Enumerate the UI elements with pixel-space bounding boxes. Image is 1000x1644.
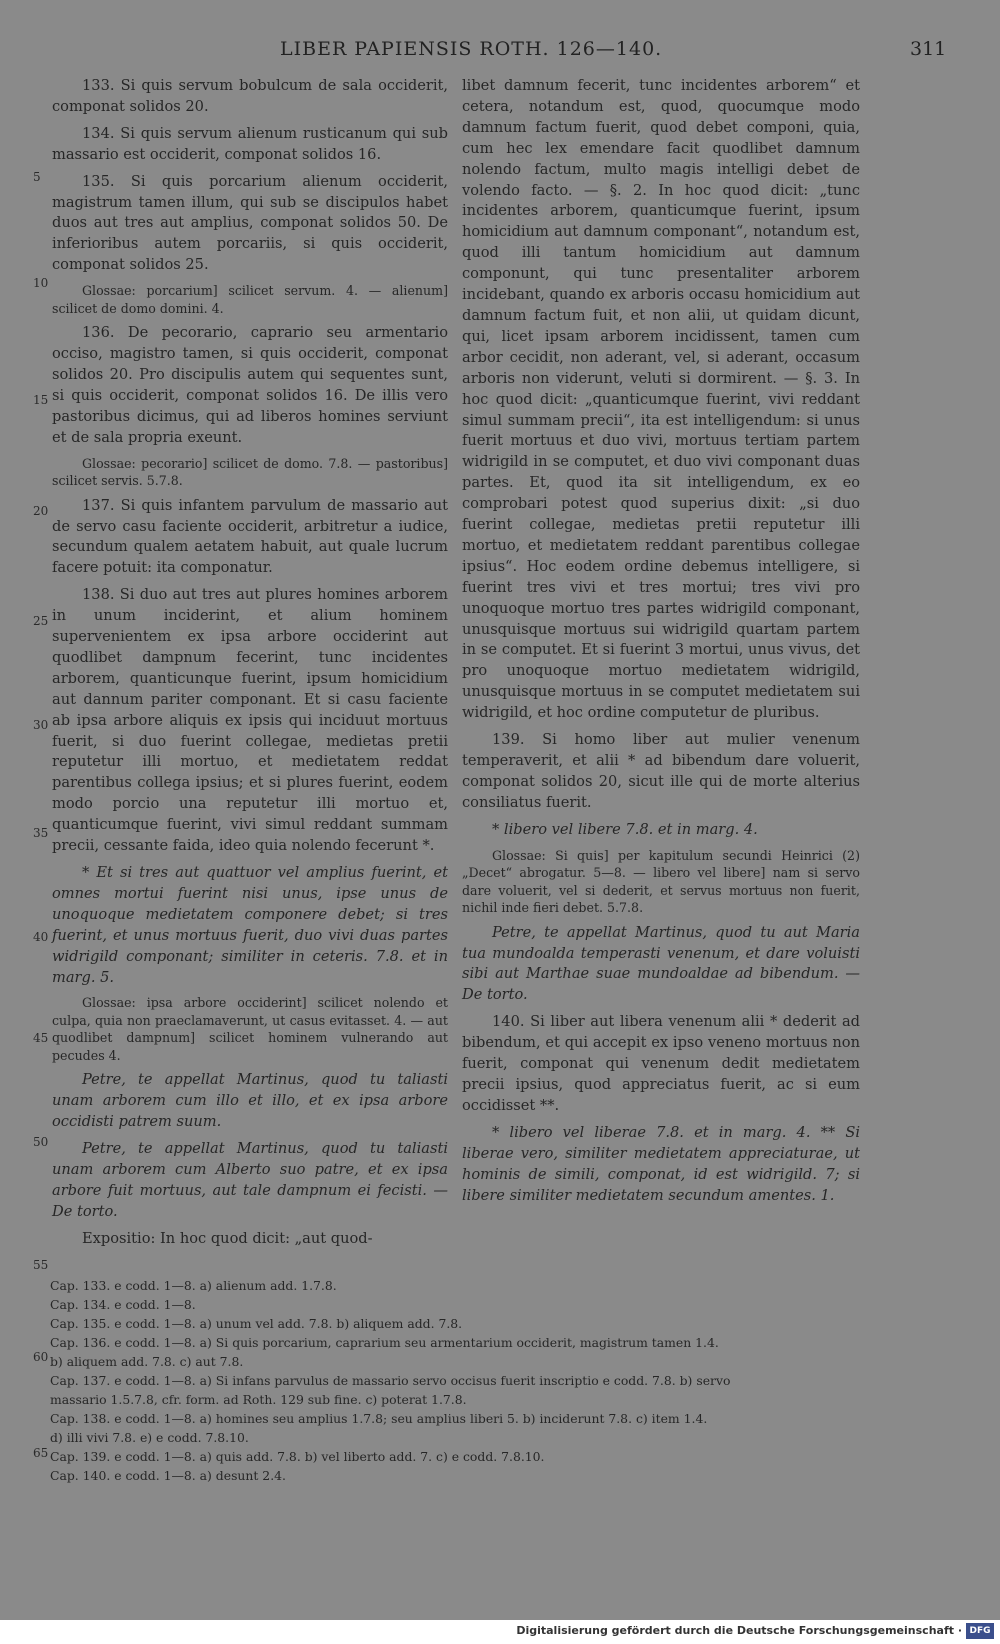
footer-bar [0,1620,1000,1644]
left-paragraph: 135. Si quis porcarium alienum occiderit, magistrum tamen illum, qui sub se discipulos habet duos aut tres aut amplius, componat solidos 50. De inferioribus autem porcariis, si quis occiderit, componat solidos 25. [52,172,448,274]
left-paragraph: Glossae: porcarium] scilicet servum. 4. — alienum] scilicet de domo domini. 4. [52,283,448,316]
line-number: 60 [33,1350,49,1364]
apparatus-line: massario 1.5.7.8, cfr. form. ad Roth. 129 sub fine. c) poterat 1.7.8. [50,1392,467,1407]
apparatus-line: Cap. 134. e codd. 1—8. [50,1297,196,1312]
line-number: 5 [33,170,41,184]
line-number: 40 [33,930,49,944]
line-number: 25 [33,614,49,628]
right-paragraph: Petre, te appellat Martinus, quod tu aut Maria tua mundoalda temperasti venenum, et dare voluisti sibi aut Marthae suae mundoaldae ad bibendum. — De torto. [462,923,860,1004]
line-number: 10 [33,276,49,290]
dfg-logo: DFG [966,1623,994,1639]
apparatus-line: Cap. 137. e codd. 1—8. a) Si infans parvulus de massario servo occisus fuerit inscriptio e codd. 7.8. b) servo [50,1373,731,1388]
line-number: 15 [33,393,49,407]
left-column [52,76,448,1256]
left-paragraph: Glossae: ipsa arbore occiderint] scilicet nolendo et culpa, quia non praeclamaverunt, ut casus evitasset. 4. — aut quodlibet dampnum] scilicet hominem vulnerando aut pecudes 4. [52,995,448,1063]
apparatus-line: Cap. 138. e codd. 1—8. a) homines seu amplius 1.7.8; seu amplius liberi 5. b) inciderunt 7.8. c) item 1.4. [50,1411,708,1426]
line-number: 20 [33,504,49,518]
right-column [462,76,860,1212]
line-number: 30 [33,718,49,732]
line-number: 55 [33,1258,49,1272]
right-paragraph: 140. Si liber aut libera venenum alii * dederit ad bibendum, et qui accepit ex ipso veneno mortuus non fuerit, componat qui venenum dedit medietatem precii ipsius, quod appreciatus fuerit, ac si eum occidisset **. [462,1013,860,1114]
left-paragraph: 137. Si quis infantem parvulum de massario aut de servo casu faciente occiderit, arbitretur a iudice, secundum qualem aetatem habuit, aut quale lucrum facere potuit: ita componatur. [52,496,448,577]
left-paragraph: 133. Si quis servum bobulcum de sala occiderit, componat solidos 20. [52,77,448,115]
line-number: 35 [33,826,49,840]
left-paragraph: Glossae: pecorario] scilicet de domo. 7.8. — pastoribus] scilicet servis. 5.7.8. [52,455,448,489]
left-paragraph: 134. Si quis servum alienum rusticanum qui sub massario est occiderit, componat solidos 16. [52,124,448,163]
apparatus-line: Cap. 133. e codd. 1—8. a) alienum add. 1.7.8. [50,1278,337,1293]
left-paragraph: Petre, te appellat Martinus, quod tu taliasti unam arborem cum illo et illo, et ex ipsa arbore occidisti patrem suum. [52,1071,448,1131]
left-paragraph: Expositio: In hoc quod dicit: „aut quod- [82,1229,373,1247]
line-number: 50 [33,1135,49,1149]
right-paragraph: 139. Si homo liber aut mulier venenum temperaverit, et alii * ad bibendum dare voluerit, componat solidos 20, sicut ille qui de morte alterius consiliatus fuerit. [462,731,860,811]
left-paragraph: Petre, te appellat Martinus, quod tu taliasti unam arborem cum Alberto suo patre, et ex ipsa arbore fuit mortuus, aut tale dampnum ei fecisti. — De torto. [52,1140,448,1220]
apparatus-line: b) aliquem add. 7.8. c) aut 7.8. [50,1354,244,1369]
line-number: 45 [33,1031,49,1045]
critical-apparatus [50,1276,880,1485]
left-paragraph: 136. De pecorario, caprario seu armentario occiso, magistro tamen, si quis occiderit, componat solidos 20. Pro discipulis autem qui sequentes sunt, si quis occiderit, componat solidos 16. De illis vero pastoribus dicimus, qui ad liberos homines serviunt et de sala propria exeunt. [52,324,448,446]
apparatus-line: Cap. 135. e codd. 1—8. a) unum vel add. 7.8. b) aliquem add. 7.8. [50,1316,463,1331]
right-paragraph: Glossae: Si quis] per kapitulum secundi Heinrici (2) „Decet“ abrogatur. 5—8. — libero vel libere] nam si servo dare voluerit, vel si dederit, et servus mortuus non fuerit, nichil inde fieri debet. 5.7.8. [462,847,860,916]
apparatus-line: Cap. 139. e codd. 1—8. a) quis add. 7.8. b) vel liberto add. 7. c) e codd. 7.8.10. [50,1449,545,1464]
left-paragraph: * Et si tres aut quattuor vel amplius fuerint, et omnes mortui fuerint nisi unus, ipse unus de unoquoque medietatem componere debet; si tres fuerint, et unus mortuus fuerit, duo vivi duas partes widrigild componant; similiter in ceteris. 7.8. et in marg. 5. [52,864,448,986]
apparatus-line: Cap. 140. e codd. 1—8. a) desunt 2.4. [50,1468,286,1483]
line-number: 65 [33,1446,49,1460]
apparatus-line: d) illi vivi 7.8. e) e codd. 7.8.10. [50,1430,249,1445]
line-numbers [0,0,50,1620]
right-paragraph: * libero vel libere 7.8. et in marg. 4. [492,820,758,838]
apparatus-line: Cap. 136. e codd. 1—8. a) Si quis porcarium, caprarium seu armentarium occiderit, magistrum tamen 1.4. [50,1335,719,1350]
funding-notice: Digitalisierung gefördert durch die Deutsche Forschungsgemeinschaft · [516,1624,962,1637]
right-paragraph: libet damnum fecerit, tunc incidentes arborem“ et cetera, notandum est, quod, quocumque modo damnum factum fuerit, quod debet componi, quia, cum hec lex emendare facit quodlibet damnum nolendo factum, multo magis intelligi debet de volendo facto. — §. 2. In hoc quod dicit: „tunc incidentes arborem, quanticumque fuerint, ipsum homicidium aut damnum componant“, notandum est, quod illi tantum homicidium aut damnum componunt, qui tunc presentaliter arborem incidebant, quando ex arboris occasu homicidium aut damnum factum fuit, et non alii, ut quidam dicunt, qui, licet ipsam arborem incidissent, tamen cum arbor cecidit, non aderant, vel, si aderant, occasum arboris non viderunt, veluti si dormirent. — §. 3. In hoc quod dicit: „quanticumque fuerint, vivi reddant simul summam precii“, ita est intelligendum: si unus fuerit mortuus et duo vivi, mortuus tertiam partem widrigild in se computet, et duo vivi componant duas partes. Et, quod ita sit intelligendum, ex eo comprobari potest quod superius dixit: „si duo fuerint collegae, medietas pretii reputetur illi mortuo, et medietatem reddant parentibus collegae ipsius“. Hoc eodem ordine debemus intelligere, si fuerint tres vivi et tres mortui; tres vivi pro unoquoque mortuo tres partes widrigild componant, unusquisque mortuus sui widrigild quartam partem in se computet. Et si fuerint 3 mortui, unus vivus, det pro unoquoque mortuo medietatem widrigild, unusquisque mortuus in se computet medietatem sui widrigild, et hoc ordine computetur de pluribus. [462,77,860,722]
running-header [0,38,1000,68]
left-paragraph: 138. Si duo aut tres aut plures homines arborem in unum inciderint, et alium hominem supervenientem ex ipsa arbore occiderint aut quodlibet dampnum fecerint, tunc incidentes arborem, quanticunque fuerint, ipsum homicidium aut dannum pariter componant. Et si casu faciente ab ipsa arbore aliquis ex ipsis qui inciduut mortuus fuerit, si duo fuerint collegae, medietas pretii reputetur illi mortuo, et medietatem reddat parentibus collega ipsius; et si plures fuerint, eodem modo porcio una reputetur illi mortuo et, quanticumque fuerint, vivi simul reddant summam precii, cessante faida, ideo quia nolendo fecerunt *. [52,586,448,855]
page-number: 311 [910,38,947,60]
running-title: LIBER PAPIENSIS ROTH. 126—140. [280,38,663,60]
right-paragraph: * libero vel liberae 7.8. et in marg. 4. ** Si liberae vero, similiter medietatem appreciaturae, ut hominis de simili, componat, id est widrigild. 7; si libere similiter medietatem secundum amentes. 1. [462,1123,860,1204]
